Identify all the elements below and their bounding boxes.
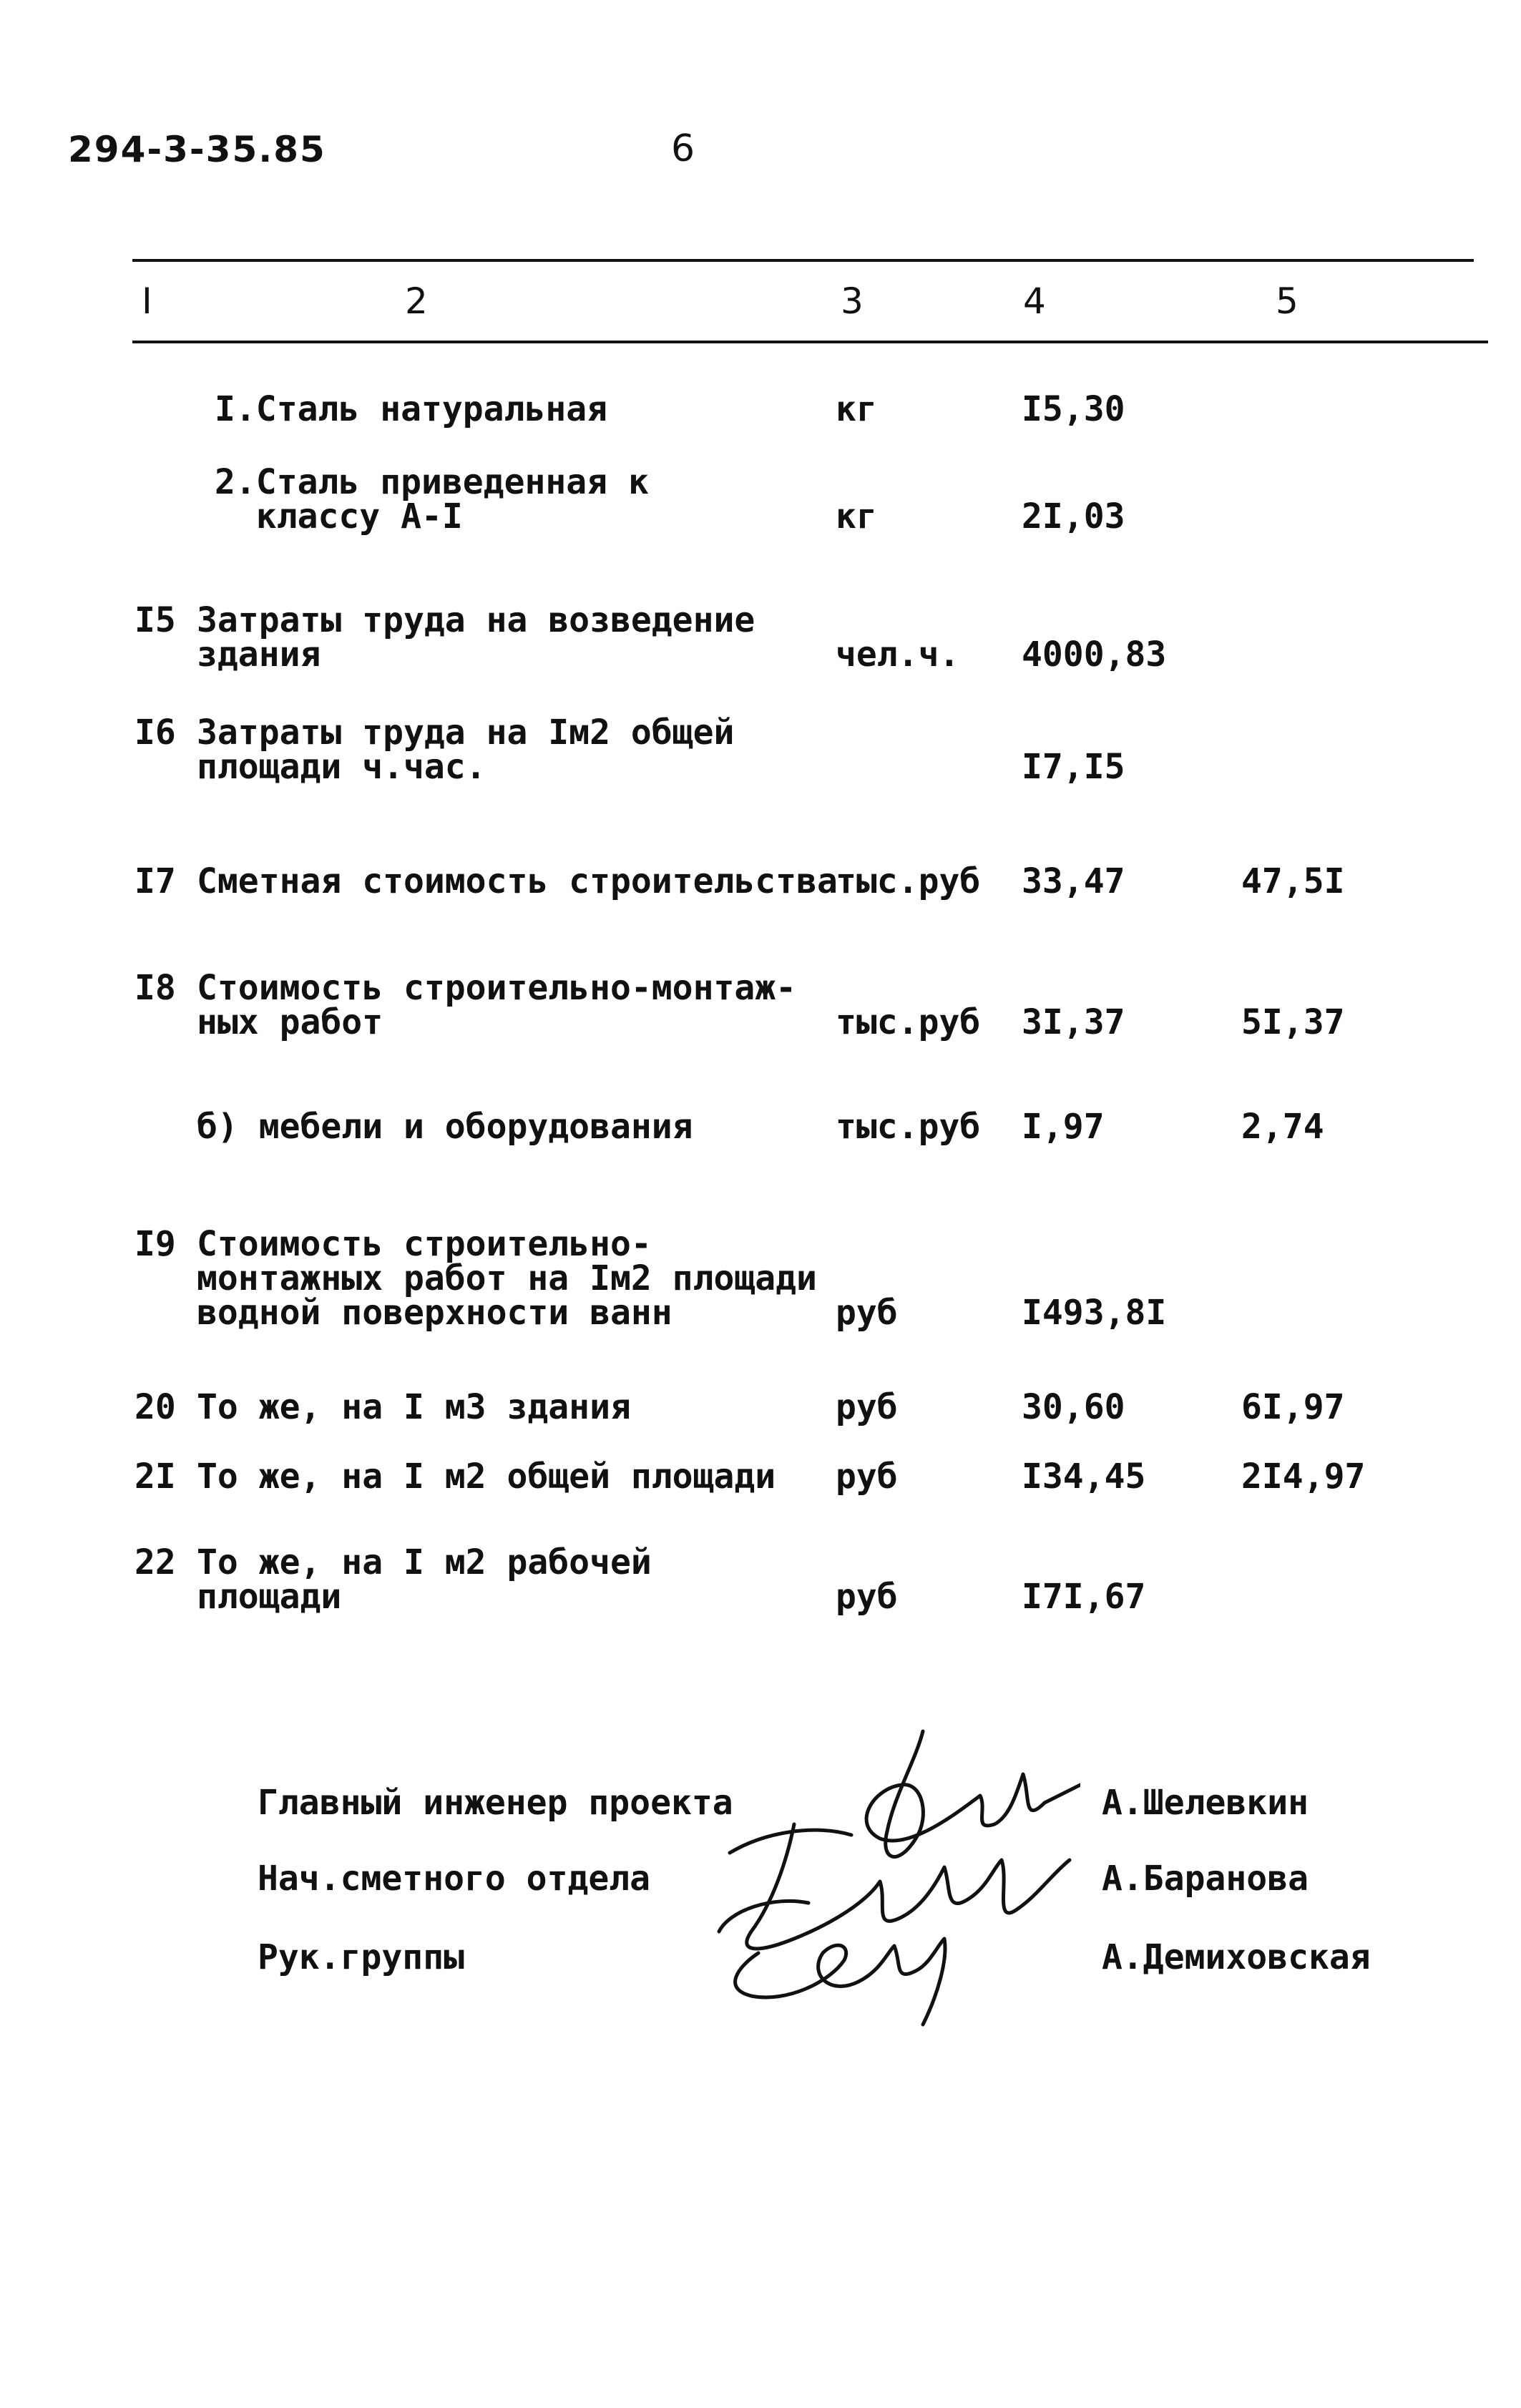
row-number: 20 [135, 1387, 176, 1427]
row-value-col4: 30,60 [1022, 1387, 1125, 1427]
header-col-2: 2 [405, 280, 428, 322]
row-unit: кг [836, 389, 877, 429]
handwritten-signatures [708, 1717, 1080, 2032]
row-description: То же, на I м3 здания [197, 1387, 631, 1427]
row-unit: кг [836, 496, 877, 537]
row-value-col4: I5,30 [1022, 389, 1125, 429]
row-number: 22 [135, 1542, 176, 1582]
doc-number: 294-3-35.85 [68, 129, 326, 170]
row-value-col4: I,97 [1022, 1107, 1105, 1147]
row-description: Затраты труда на Iм2 общей площади ч.час. [197, 713, 735, 787]
row-unit: руб [836, 1387, 898, 1427]
row-unit: руб [836, 1577, 898, 1617]
row-value-col4: I7,I5 [1022, 747, 1125, 787]
row-description: Стоимость строительно-монтаж- ных работ [197, 968, 797, 1042]
row-unit: тыс.руб [836, 1002, 981, 1042]
row-value-col5: 2I4,97 [1241, 1457, 1366, 1497]
header-col-4: 4 [1023, 280, 1046, 322]
table-top-rule [132, 259, 1474, 262]
row-description: Сметная стоимость строительства [197, 861, 838, 901]
row-description: 2.Сталь приведенная к классу А-I [215, 462, 649, 537]
row-unit: тыс.руб [836, 1107, 981, 1147]
row-value-col4: I7I,67 [1022, 1577, 1146, 1617]
row-unit: руб [836, 1457, 898, 1497]
header-col-1: I [142, 280, 152, 322]
header-col-3: 3 [841, 280, 864, 322]
row-value-col4: 4000,83 [1022, 635, 1167, 675]
row-value-col5: 6I,97 [1241, 1387, 1345, 1427]
table-header-rule [132, 341, 1488, 343]
row-value-col5: 2,74 [1241, 1107, 1324, 1147]
row-value-col5: 47,5I [1241, 861, 1345, 901]
row-value-col5: 5I,37 [1241, 1002, 1345, 1042]
row-description: I.Сталь натуральная [215, 389, 608, 429]
signature-name: А.Демиховская [1102, 1937, 1371, 1977]
row-number: I8 [135, 968, 176, 1008]
row-number: I7 [135, 861, 176, 901]
row-number: I6 [135, 713, 176, 753]
row-unit: чел.ч. [836, 635, 960, 675]
row-description: То же, на I м2 рабочей площади [197, 1542, 652, 1617]
row-description: То же, на I м2 общей площади [197, 1457, 776, 1497]
row-description: Стоимость строительно- монтажных работ на Iм2 площади водной поверхности ванн [197, 1224, 817, 1333]
row-value-col4: I493,8I [1022, 1293, 1167, 1333]
row-number: I9 [135, 1224, 176, 1264]
row-unit: руб [836, 1293, 898, 1333]
signature-position: Главный инженер проекта [258, 1783, 733, 1823]
row-value-col4: 3I,37 [1022, 1002, 1125, 1042]
row-value-col4: 33,47 [1022, 861, 1125, 901]
row-description: б) мебели и оборудования [197, 1107, 693, 1147]
signature-position: Нач.сметного отдела [258, 1859, 651, 1899]
page-number: 6 [671, 127, 695, 170]
row-description: Затраты труда на возведение здания [197, 600, 755, 675]
row-value-col4: 2I,03 [1022, 496, 1125, 537]
row-number: 2I [135, 1457, 176, 1497]
header-col-5: 5 [1276, 280, 1299, 322]
row-number: I5 [135, 600, 176, 640]
signature-position: Рук.группы [258, 1937, 464, 1977]
row-unit: тыс.руб [836, 861, 981, 901]
row-value-col4: I34,45 [1022, 1457, 1146, 1497]
signature-name: А.Баранова [1102, 1859, 1309, 1899]
signature-name: А.Шелевкин [1102, 1783, 1309, 1823]
